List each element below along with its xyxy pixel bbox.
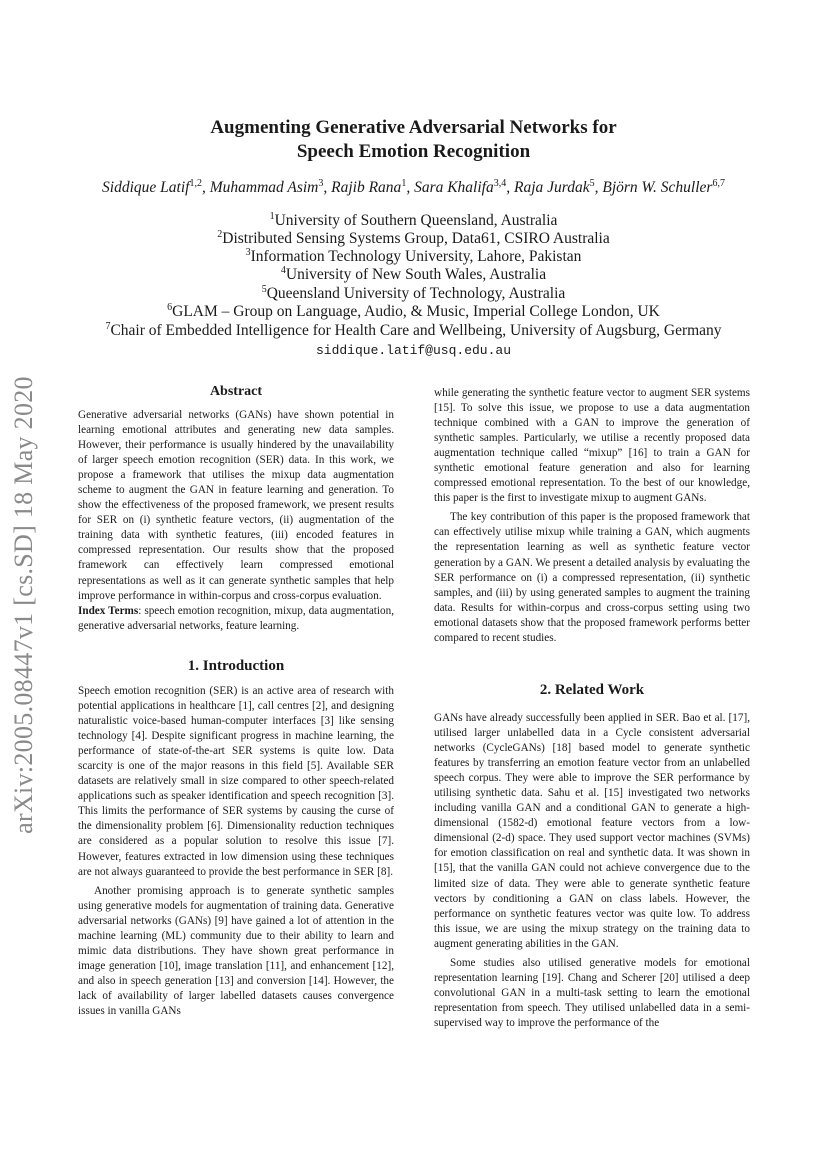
affiliation: $^4$University of New South Wales, Australia (280, 265, 547, 284)
affiliation: $^1$University of Southern Queensland, Australia (269, 211, 558, 230)
abstract-text: Generative adversarial networks (GANs) have shown potential in learning emotional attributes and generating new data samples. However, their performance is usually hindered by the unavailability of larger speech emotion recognition (SER) data. In this work, we propose a framework that utilises the mixup data augmentation scheme to augment the GAN in feature learning and generation. To show the effectiveness of the proposed framework, we present results for SER on (i) synthetic feature vectors, (ii) augmentation of the training data with synthetic features, (iii) encoded features in compressed representation. Our results show that the proposed framework can effectively learn compressed emotional representations as well as it can generate synthetic samples that help improve performance in within-corpus and cross-corpus evaluation. (78, 409, 394, 602)
paragraph: while generating the synthetic feature vector to augment SER systems [15]. To solve this issue, we propose to use a data augmentation technique combined with a GAN to improve the generation of synthetic samples. Particularly, we utilise a recently proposed data augmentation technique called “mixup” [16] to train a GAN for synthetic emotional feature generation and also for learning compressed emotional representation. To the best of our knowledge, this paper is the first to investigate mixup to augment GANs. (434, 387, 750, 505)
affiliation: $^5$Queensland University of Technology, Australia (261, 284, 566, 303)
affiliation: $^6$GLAM – Group on Language, Audio, & Music, Imperial College London, UK (167, 302, 660, 321)
author: Muhammad Asim (209, 179, 319, 197)
paragraph: Speech emotion recognition (SER) is an active area of research with potential applications in healthcare [1], call centres [2], and designing naturalistic voice-based human-computer interfaces [3] like sensing technology [4]. Despite significant progress in machine learning, the performance of state-of-the-art SER systems is quite low. Data scarcity is one of the major reasons in this field [5]. Available SER datasets are relatively small in size compared to other speech-related applications such as speaker identification and speech recognition [3]. This limits the performance of SER systems by causing the curse of the dimensionality problem [6]. Dimensionality reduction techniques are considered as a popular solution to resolve this issue [7]. However, features extracted in low dimension using these techniques are not always guaranteed to provide the best performance in SER [8]. (78, 685, 394, 878)
arxiv-identifier: arXiv:2005.08447v1 [cs.SD] 18 May 2020 (9, 376, 38, 834)
contact-email: siddique.latif@usq.edu.au (315, 343, 512, 358)
author-list: Siddique Latif$^{1,2}$, Muhammad Asim$^3$, Rajib Rana$^1$, Sara Khalifa$^{3,4}$, Raja Jurdak$^5$, Björn W. Schuller$^{6,7}$ (102, 178, 725, 197)
affiliation: $^7$Chair of Embedded Intelligence for Health Care and Wellbeing, University of Augsburg, Germany (105, 321, 722, 340)
paragraph: GANs have already successfully been applied in SER. Bao et al. [17], utilised larger unlabelled data in a Cycle consistent adversarial networks (CycleGANs) [18] based model to generate synthetic features by transferring an emotion feature vector from an unlabelled speech corpus. They were able to improve the SER performance by utilising synthetic data. Sahu et al. [15] investigated two networks including vanilla GAN and a conditional GAN to generate a high-dimensional (1582-d) emotional feature vectors from a low-dimensional (2-d) space. They used support vector machines (SVMs) for emotion classification on real and synthetic data. It was shown in [15], that the vanilla GAN could not achieve convergence due to the limited size of data. They were able to generate synthetic feature vectors by conditioning a GAN on class labels. However, the performance on synthetic features vector was quite low. To address this issue, we are using the mixup strategy on the training data to augment generating abilities in the GAN. (434, 712, 750, 950)
related-work-heading: 2. Related Work (539, 682, 645, 698)
author: Siddique Latif (102, 179, 190, 197)
abstract-heading: Abstract (209, 384, 263, 399)
paragraph: Some studies also utilised generative models for emotional representation learning [19]. Chang and Scherer [20] utilised a deep convolutional GAN in a multi-task setting to learn the emotional representation from speech. They utilised unlabelled data in a semi-supervised way to improve the performance of the (434, 956, 750, 1029)
author: Rajib Rana (331, 179, 402, 197)
author: Sara Khalifa (414, 179, 494, 197)
paragraph: Another promising approach is to generate synthetic samples using generative models for augmentation of training data. Generative adversarial networks (GANs) [9] have gained a lot of attention in the machine learning (ML) community due to their ability to learn and mimic data distributions. They have shown great performance in image generation [10], image translation [11], and enhancement [12], and also in speech generation [13] and conversion [14]. However, the lack of availability of larger labelled datasets causes convergence issues in vanilla GANs (78, 884, 394, 1017)
author: Björn W. Schuller (602, 179, 713, 197)
index-terms: Index Terms: speech emotion recognition, mixup, data augmentation, generative adversarial networks, feature learning. (78, 604, 394, 632)
affiliation: $^3$Information Technology University, Lahore, Pakistan (245, 247, 582, 266)
paper-title-line-1: Augmenting Generative Adversarial Networks for (210, 117, 617, 138)
right-column-intro-continued (434, 386, 750, 646)
abstract-body (78, 408, 394, 634)
paragraph: The key contribution of this paper is the proposed framework that can effectively utilise mixup while training a GAN, which augments the representation learning as well as synthetic feature vector generation by a GAN. We present a detailed analysis by evaluating the SER performance on (i) a compressed representation, (ii) synthetic samples, and (iii) by using generated samples to augment the training data. Results for within-corpus and cross-corpus setting using two emotional datasets show that the proposed framework performs better compared to recent studies. (434, 511, 750, 644)
affiliation: $^2$Distributed Sensing Systems Group, Data61, CSIRO Australia (217, 229, 610, 248)
author: Raja Jurdak (513, 179, 590, 197)
introduction-body (78, 684, 394, 1019)
related-work-body (434, 711, 750, 1031)
paper-title-line-2: Speech Emotion Recognition (296, 141, 531, 162)
introduction-heading: 1. Introduction (187, 658, 285, 674)
